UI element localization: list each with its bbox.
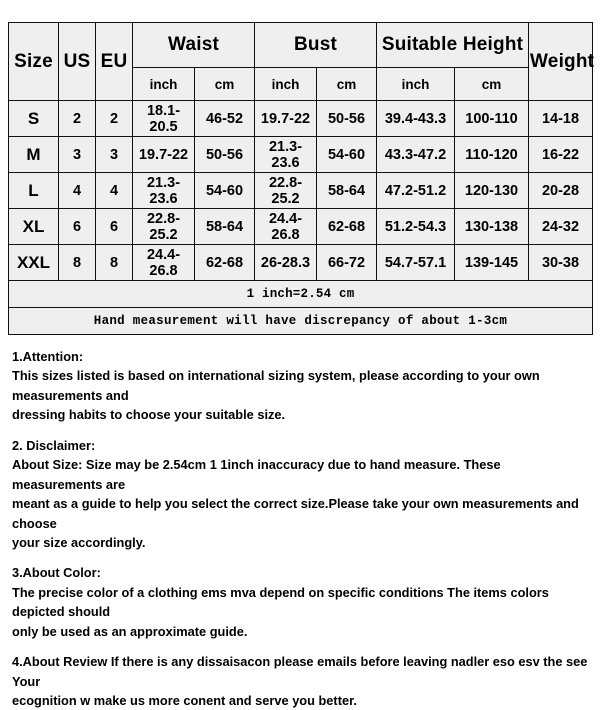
footnote-hand-measurement: Hand measurement will have discrepancy of about 1-3cm	[9, 308, 593, 335]
size-chart-table	[8, 22, 593, 335]
cell-height-cm: 130-138	[455, 209, 529, 245]
header-us: US	[59, 23, 96, 101]
header-size: Size	[9, 23, 59, 101]
note-3-line-1: The precise color of a clothing ems mva depend on specific conditions The items colors depicted should	[12, 584, 549, 620]
header-bust: Bust	[255, 23, 377, 68]
cell-bust-inch: 22.8-25.2	[255, 173, 317, 209]
cell-eu: 6	[96, 209, 133, 245]
cell-weight-kg: 20-28	[529, 173, 593, 209]
table-header-main-row	[9, 23, 593, 68]
cell-waist-cm: 58-64	[195, 209, 255, 245]
cell-bust-cm: 50-56	[317, 101, 377, 137]
note-1-title: 1.Attention:	[12, 349, 84, 364]
header-weight: Weight	[529, 23, 593, 101]
cell-bust-cm: 62-68	[317, 209, 377, 245]
header-eu: EU	[96, 23, 133, 101]
note-3-title: 3.About Color:	[12, 565, 101, 581]
cell-weight-kg: 24-32	[529, 209, 593, 245]
note-2-line-2: meant as a guide to help you select the correct size.Please take your own measurements and choose	[12, 496, 579, 531]
cell-weight-kg: 14-18	[529, 101, 593, 137]
cell-bust-inch: 19.7-22	[255, 101, 317, 137]
note-2-line-1: About Size: Size may be 2.54cm 1 1inch inaccuracy due to hand measure. These measurements are	[12, 457, 501, 492]
cell-height-cm: 110-120	[455, 137, 529, 173]
notes-section	[8, 347, 592, 710]
cell-waist-inch: 18.1-20.5	[133, 101, 195, 137]
cell-us: 4	[59, 173, 96, 209]
note-4-line-1: 4.About Review If there is any dissaisacon please emails before leaving nadler eso esv the see Your	[12, 654, 588, 689]
cell-weight-kg: 30-38	[529, 245, 593, 281]
cell-waist-cm: 50-56	[195, 137, 255, 173]
cell-size: XL	[9, 209, 59, 245]
cell-waist-cm: 54-60	[195, 173, 255, 209]
footnote-inch-conversion: 1 inch=2.54 cm	[9, 281, 593, 308]
cell-height-inch: 39.4-43.3	[377, 101, 455, 137]
cell-eu: 2	[96, 101, 133, 137]
header-suitable-height: Suitable Height	[377, 23, 529, 68]
cell-size: M	[9, 137, 59, 173]
table-row	[9, 209, 593, 245]
cell-waist-inch: 19.7-22	[133, 137, 195, 173]
unit-bust-cm: cm	[317, 68, 377, 101]
cell-bust-inch: 24.4-26.8	[255, 209, 317, 245]
table-footer-conversion-row	[9, 281, 593, 308]
cell-eu: 8	[96, 245, 133, 281]
cell-bust-inch: 21.3-23.6	[255, 137, 317, 173]
note-3-line-2: only be used as an approximate guide.	[12, 623, 248, 639]
cell-waist-inch: 22.8-25.2	[133, 209, 195, 245]
table-row	[9, 101, 593, 137]
cell-size: L	[9, 173, 59, 209]
unit-waist-cm: cm	[195, 68, 255, 101]
cell-height-inch: 43.3-47.2	[377, 137, 455, 173]
cell-eu: 3	[96, 137, 133, 173]
cell-eu: 4	[96, 173, 133, 209]
cell-waist-cm: 62-68	[195, 245, 255, 281]
cell-height-cm: 100-110	[455, 101, 529, 137]
cell-us: 6	[59, 209, 96, 245]
cell-height-cm: 120-130	[455, 173, 529, 209]
cell-waist-inch: 24.4-26.8	[133, 245, 195, 281]
cell-waist-inch: 21.3-23.6	[133, 173, 195, 209]
cell-bust-inch: 26-28.3	[255, 245, 317, 281]
table-row	[9, 245, 593, 281]
unit-height-cm: cm	[455, 68, 529, 101]
unit-bust-inch: inch	[255, 68, 317, 101]
note-2-line-3: your size accordingly.	[12, 534, 146, 550]
cell-size: S	[9, 101, 59, 137]
table-row	[9, 137, 593, 173]
cell-us: 8	[59, 245, 96, 281]
unit-height-inch: inch	[377, 68, 455, 101]
cell-size: XXL	[9, 245, 59, 281]
note-4-line-2: ecognition w make us more conent and serve you better.	[12, 693, 357, 708]
cell-height-inch: 51.2-54.3	[377, 209, 455, 245]
cell-bust-cm: 58-64	[317, 173, 377, 209]
cell-us: 3	[59, 137, 96, 173]
note-2-title: 2. Disclaimer:	[12, 437, 96, 453]
cell-height-inch: 47.2-51.2	[377, 173, 455, 209]
cell-us: 2	[59, 101, 96, 137]
note-1-line-2: dressing habits to choose your suitable size.	[12, 407, 286, 423]
header-waist: Waist	[133, 23, 255, 68]
unit-waist-inch: inch	[133, 68, 195, 101]
note-1-line-1: This sizes listed is based on international sizing system, please according to your own measurements and	[12, 368, 540, 403]
table-footer-discrepancy-row	[9, 308, 593, 335]
cell-height-inch: 54.7-57.1	[377, 245, 455, 281]
cell-weight-kg: 16-22	[529, 137, 593, 173]
cell-height-cm: 139-145	[455, 245, 529, 281]
cell-bust-cm: 54-60	[317, 137, 377, 173]
table-row	[9, 173, 593, 209]
cell-bust-cm: 66-72	[317, 245, 377, 281]
cell-waist-cm: 46-52	[195, 101, 255, 137]
